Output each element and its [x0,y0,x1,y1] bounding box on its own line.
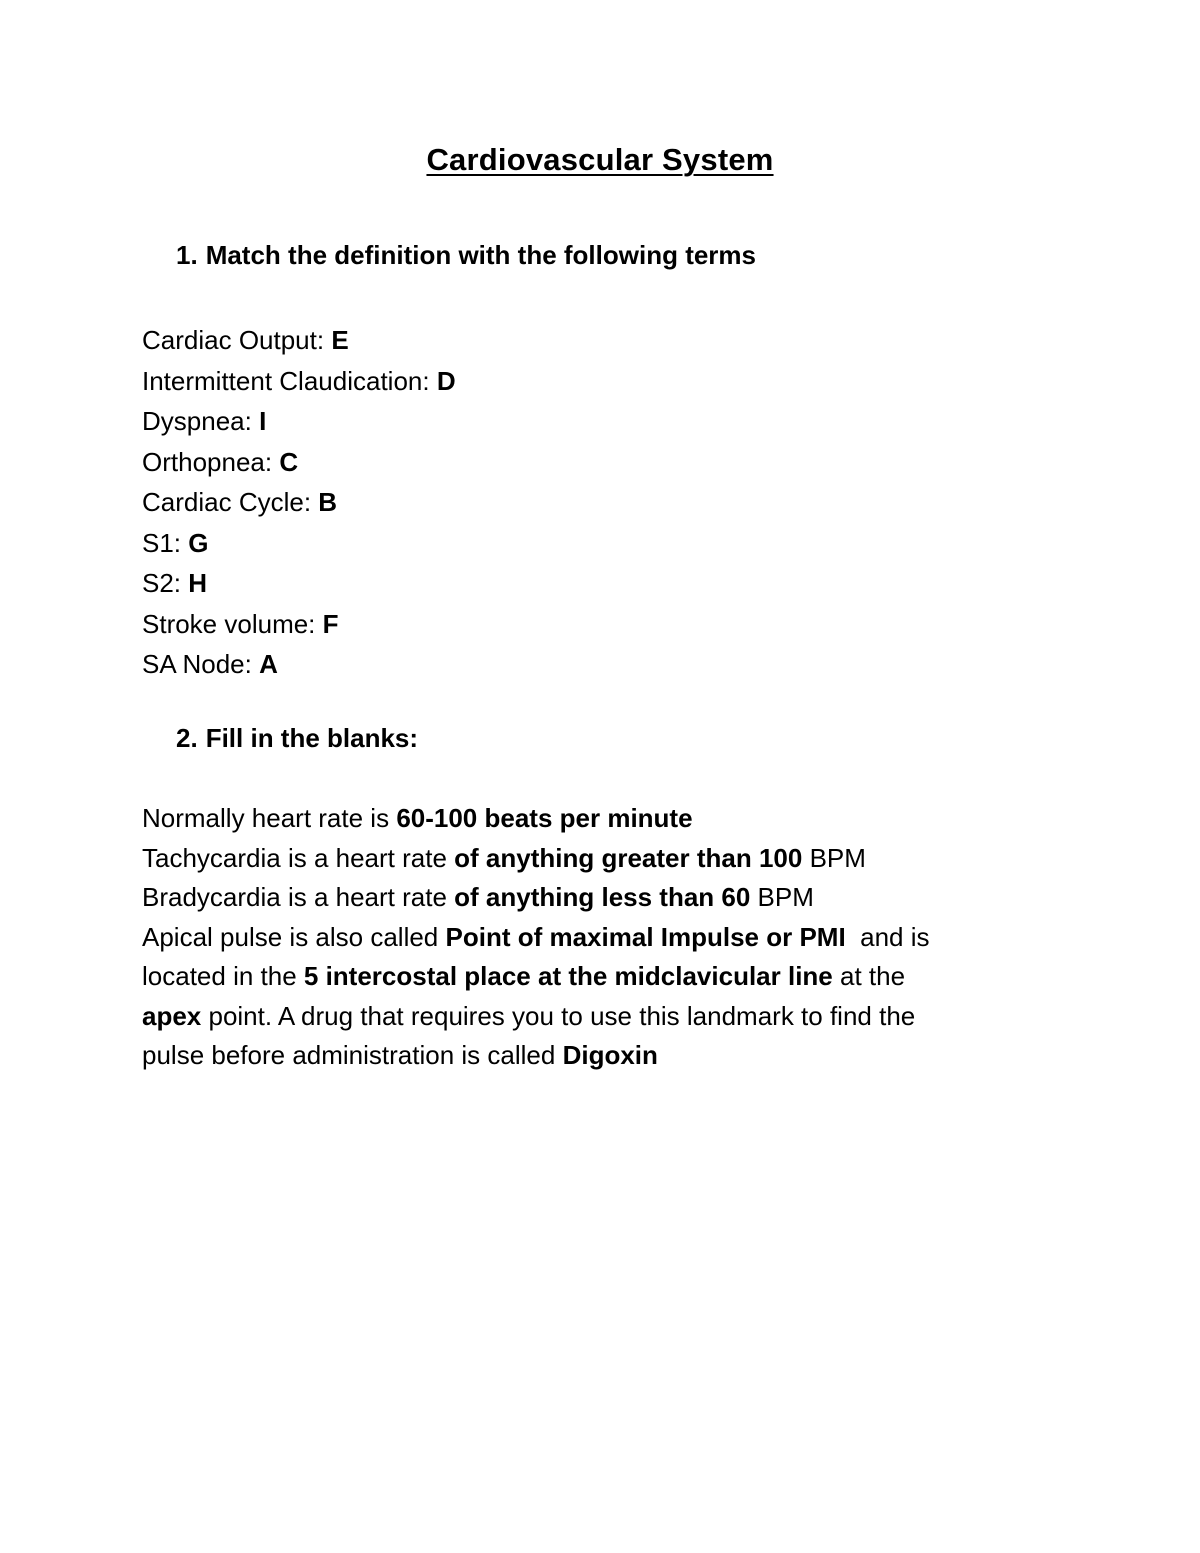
term-label: SA Node: [142,649,252,679]
section-2-heading [176,723,418,754]
term-label: S2: [142,568,182,598]
section-1-heading [176,240,756,271]
line-answer: of anything less than 60 [454,882,751,912]
section-2-heading-text: Fill in the blanks: [205,723,419,753]
line-text: pulse before administration is called [142,1040,563,1070]
term-label: Cardiac Output: [142,325,325,355]
line-text: BPM [750,882,814,912]
term-label: Dyspnea: [142,406,252,436]
fill-line-drug [142,1036,1062,1076]
list-item [142,563,456,604]
section-1-heading-text: Match the definition with the following terms [205,240,757,270]
line-text: Normally heart rate is [142,803,397,833]
term-label: Orthopnea: [142,446,273,477]
section-2-number: 2. [176,723,198,753]
answer-letter: B [318,487,338,517]
fill-in-answers [142,799,1062,1076]
list-item [142,482,456,523]
list-item [142,523,456,564]
answer-letter: H [188,568,208,598]
line-text: and is [845,921,930,952]
list-item [142,644,456,685]
list-item [142,320,456,361]
line-text: at the [832,961,906,991]
line-text: BPM [802,842,866,873]
list-item [142,401,456,442]
answer-letter: I [259,406,267,436]
line-text: Bradycardia is a heart rate [142,882,455,912]
answer-letter: D [436,365,456,396]
line-answer: 5 intercostal place at the midclavicular line [303,961,833,991]
term-label: Stroke volume: [142,608,316,639]
fill-line-bradycardia [142,878,1062,918]
line-text: located in the [142,961,304,991]
matching-list [142,320,456,685]
line-answer: apex [142,1000,202,1031]
term-label: S1: [142,527,182,558]
list-item [142,361,456,402]
fill-line-apical-pulse [142,918,1062,958]
list-item [142,442,456,483]
answer-letter: C [279,446,299,477]
answer-letter: F [322,608,339,639]
line-answer: Digoxin [562,1040,658,1070]
fill-line-location [142,957,1062,997]
document-title: Cardiovascular System [426,142,774,177]
list-item [142,604,456,645]
line-answer: 60-100 beats per minute [396,803,693,833]
fill-line-tachycardia [142,839,1062,879]
fill-line-apex [142,997,1062,1037]
answer-letter: E [331,325,349,355]
line-text: point. A drug that requires you to use this landmark to find the [201,1000,916,1031]
fill-line-heart-rate [142,799,1062,839]
answer-letter: G [188,527,209,558]
line-answer: Point of maximal Impulse or PMI [445,921,846,952]
term-label: Intermittent Claudication: [142,365,430,396]
line-text: Tachycardia is a heart rate [142,842,455,873]
line-text: Apical pulse is also called [142,921,446,952]
line-answer: of anything greater than 100 [454,842,803,873]
answer-letter: A [259,649,278,679]
term-label: Cardiac Cycle: [142,487,312,517]
section-1-number: 1. [176,240,198,270]
